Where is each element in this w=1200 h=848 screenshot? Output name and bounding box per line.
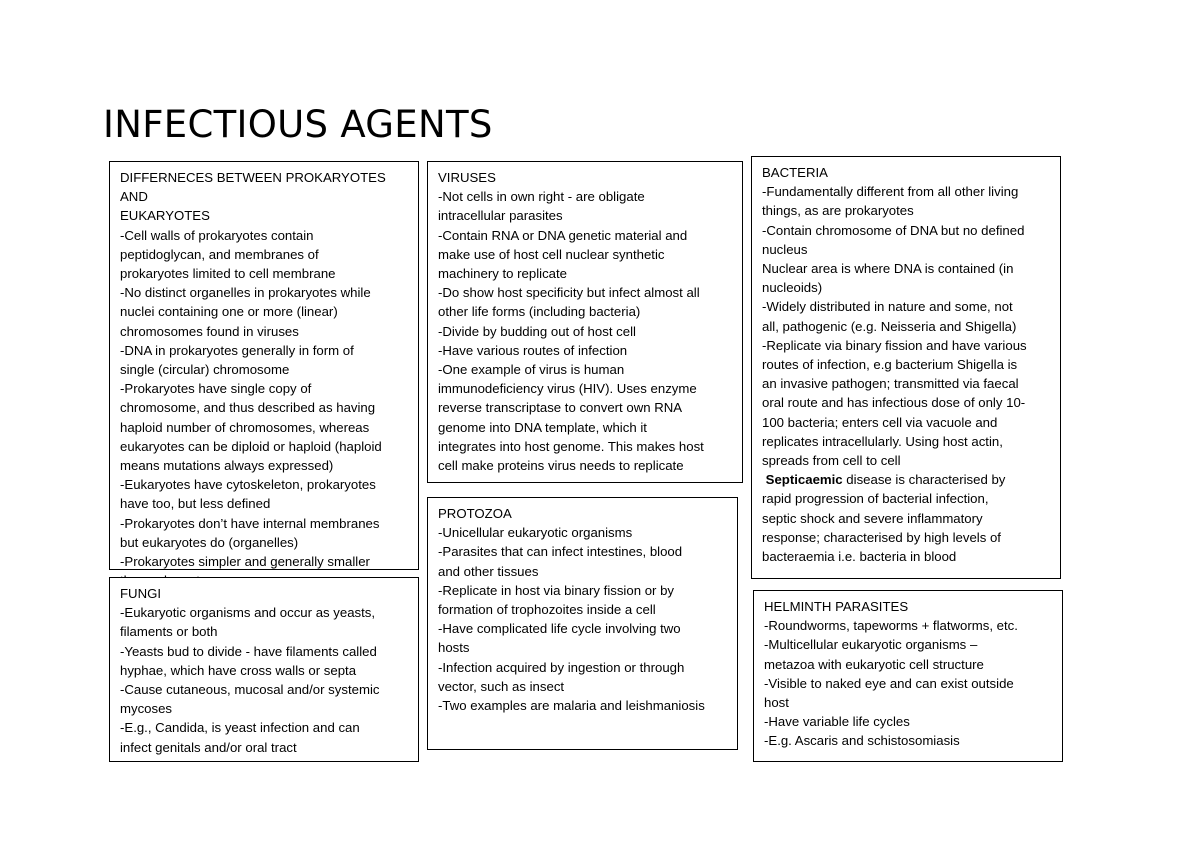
box-heading: BACTERIA: [762, 165, 828, 180]
box-text-line: -Multicellular eukaryotic organisms –: [764, 637, 978, 653]
box-heading: FUNGI: [120, 586, 162, 601]
box-text-line: -Divide by budding out of host cell: [438, 323, 636, 339]
box-text-line: immunodeficiency virus (HIV). Uses enzyme: [438, 381, 697, 397]
box-text-line: formation of trophozoites inside a cell: [438, 602, 656, 618]
box-text-line: prokaryotes limited to cell membrane: [120, 266, 336, 282]
box-heading: PROTOZOA: [438, 506, 512, 521]
box-text-line: nucleoids): [762, 280, 823, 296]
box-text-line: -E.g. Ascaris and schistosomiasis: [764, 733, 960, 749]
box-text-line: oral route and has infectious dose of only 10-: [762, 395, 1026, 411]
box-text-line: -Unicellular eukaryotic organisms: [438, 525, 633, 541]
box-text-line: single (circular) chromosome: [120, 362, 290, 378]
box-heading: HELMINTH PARASITES: [764, 599, 909, 614]
box-text-line: host: [764, 695, 789, 711]
box-text-line: spreads from cell to cell: [762, 453, 901, 469]
box-text-line: 100 bacteria; enters cell via vacuole and: [762, 414, 998, 430]
box-text-line: -Do show host specificity but infect almost all: [438, 285, 700, 301]
box-text-line: mycoses: [120, 701, 173, 717]
box-text-line: metazoa with eukaryotic cell structure: [764, 656, 984, 672]
box-text-line: -One example of virus is human: [438, 362, 625, 378]
box-text-line: peptidoglycan, and membranes of: [120, 246, 319, 262]
box-text-line: routes of infection, e.g bacterium Shigella is: [762, 357, 1018, 373]
fungi-box: [109, 577, 419, 762]
box-heading: VIRUSES: [438, 170, 496, 185]
box-text-line: intracellular parasites: [438, 208, 563, 224]
box-text-line: genome into DNA template, which it: [438, 419, 647, 435]
box-text-line: -Replicate via binary fission and have various: [762, 337, 1027, 353]
box-heading: DIFFERNECES BETWEEN PROKARYOTES AND: [120, 170, 386, 205]
box-text-line: -Two examples are malaria and leishmaniosis: [438, 698, 705, 714]
bacteria-box: [751, 156, 1061, 579]
box-text-line: replicates intracellularly. Using host actin,: [762, 433, 1003, 449]
box-line-list: [438, 187, 734, 475]
box-line-list: [438, 523, 729, 715]
box-text-line: -Have complicated life cycle involving two: [438, 621, 681, 637]
box-text-line: filaments or both: [120, 624, 218, 640]
box-text-line: -Have various routes of infection: [438, 342, 628, 358]
box-text-line: -Visible to naked eye and can exist outside: [764, 675, 1014, 691]
box-text-line: chromosome, and thus described as having: [120, 400, 376, 416]
box-text-line: Nuclear area is where DNA is contained (in: [762, 261, 1014, 277]
box-line-list: [120, 226, 410, 591]
box-text-line: -Widely distributed in nature and some, not: [762, 299, 1013, 315]
box-text-line: -DNA in prokaryotes generally in form of: [120, 342, 354, 358]
box-text-line: -Contain chromosome of DNA but no defined: [762, 222, 1025, 238]
box-text-line: -Eukaryotic organisms and occur as yeasts,: [120, 605, 376, 621]
box-heading: EUKARYOTES: [120, 208, 210, 224]
box-text-line: other life forms (including bacteria): [438, 304, 641, 320]
box-text-line: machinery to replicate: [438, 266, 568, 282]
box-line-list: [764, 616, 1054, 750]
box-line-list: [762, 182, 1052, 470]
box-text-line: means mutations always expressed): [120, 458, 334, 474]
box-text-line: -Parasites that can infect intestines, blood: [438, 544, 683, 560]
box-text-line: -Fundamentally different from all other living: [762, 184, 1019, 200]
box-text-line: rapid progression of bacterial infection,: [762, 491, 989, 507]
septicaemic-rest: disease is characterised by: [842, 472, 1006, 488]
box-text-line: septic shock and severe inflammatory: [762, 510, 983, 526]
box-text-line: an invasive pathogen; transmitted via faecal: [762, 376, 1019, 392]
box-text-line: -Have variable life cycles: [764, 714, 910, 730]
box-line-list: [120, 603, 410, 757]
box-text-line: hyphae, which have cross walls or septa: [120, 662, 357, 678]
box-text-line: -Infection acquired by ingestion or through: [438, 659, 685, 675]
box-text-line: -Not cells in own right - are obligate: [438, 189, 645, 205]
box-text-line: integrates into host genome. This makes host: [438, 438, 704, 454]
box-text-line: -Prokaryotes simpler and generally smaller: [120, 554, 370, 570]
box-text-line: haploid number of chromosomes, whereas: [120, 419, 370, 435]
box-text-line: -Replicate in host via binary fission or by: [438, 582, 675, 598]
box-text-line: infect genitals and/or oral tract: [120, 739, 297, 755]
box-text-line: and other tissues: [438, 563, 539, 579]
prokaryotes-eukaryotes-box: [109, 161, 419, 570]
box-text-line: vector, such as insect: [438, 678, 565, 694]
box-text-line: bacteraemia i.e. bacteria in blood: [762, 549, 957, 565]
box-text-line: -E.g., Candida, is yeast infection and can: [120, 720, 360, 736]
septicaemic-line: [762, 470, 1052, 489]
box-text-line: -Yeasts bud to divide - have filaments called: [120, 643, 377, 659]
box-text-line: reverse transcriptase to convert own RNA: [438, 400, 683, 416]
box-text-line: -Contain RNA or DNA genetic material and: [438, 227, 688, 243]
box-text-line: -Roundworms, tapeworms + flatworms, etc.: [764, 618, 1018, 634]
box-text-line: things, as are prokaryotes: [762, 203, 914, 219]
viruses-box: [427, 161, 743, 483]
box-text-line: -Cause cutaneous, mucosal and/or systemic: [120, 682, 380, 698]
box-text-line: make use of host cell nuclear synthetic: [438, 246, 665, 262]
box-text-line: -Prokaryotes have single copy of: [120, 381, 312, 397]
box-text-line: eukaryotes can be diploid or haploid (haploid: [120, 438, 382, 454]
helminth-parasites-box: [753, 590, 1063, 762]
septicaemic-term: Septicaemic: [765, 472, 843, 488]
box-text-line: response; characterised by high levels of: [762, 529, 1001, 545]
box-text-line: cell make proteins virus needs to replicate: [438, 458, 684, 474]
box-text-line: hosts: [438, 640, 470, 656]
box-text-line: nuclei containing one or more (linear): [120, 304, 338, 320]
box-text-line: chromosomes found in viruses: [120, 323, 299, 339]
box-text-line: but eukaryotes do (organelles): [120, 534, 299, 550]
box-text-line: -Prokaryotes don’t have internal membranes: [120, 515, 380, 531]
box-text-line: have too, but less defined: [120, 496, 271, 512]
box-line-list: [762, 489, 1052, 566]
box-text-line: -No distinct organelles in prokaryotes while: [120, 285, 371, 301]
page-title: INFECTIOUS AGENTS: [103, 103, 493, 146]
box-text-line: -Eukaryotes have cytoskeleton, prokaryotes: [120, 477, 376, 493]
box-text-line: nucleus: [762, 241, 808, 257]
box-text-line: -Cell walls of prokaryotes contain: [120, 227, 314, 243]
protozoa-box: [427, 497, 738, 750]
box-text-line: all, pathogenic (e.g. Neisseria and Shigella): [762, 318, 1017, 334]
